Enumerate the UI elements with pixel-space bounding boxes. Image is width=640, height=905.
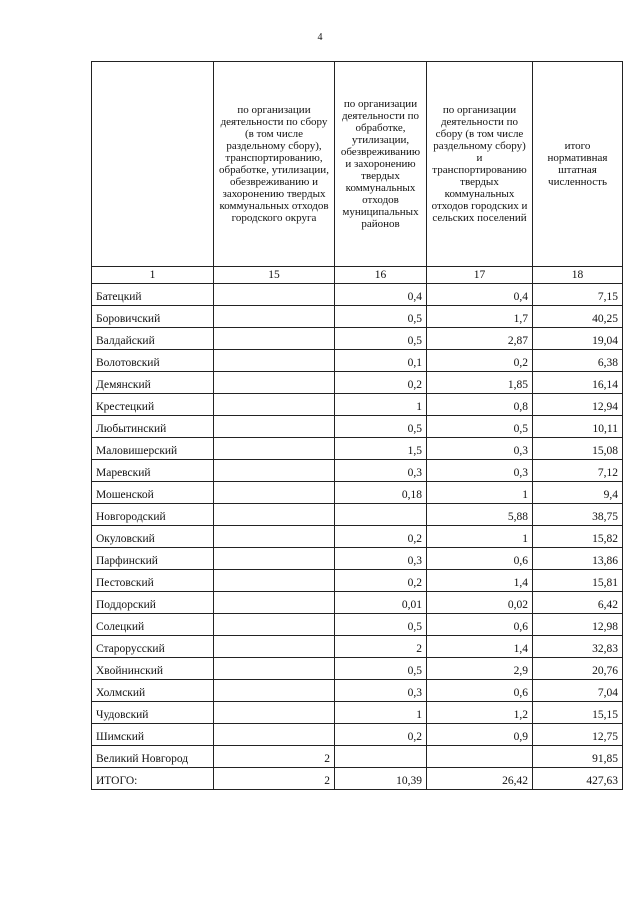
municipality-name: Новгородский (92, 504, 214, 526)
table-row (92, 438, 623, 460)
cell-col-17: 0,6 (427, 614, 533, 636)
cell-col-17: 1 (427, 526, 533, 548)
cell-col-18: 12,94 (533, 394, 623, 416)
table-row (92, 504, 623, 526)
total-row (92, 768, 623, 790)
cell-col-15 (214, 438, 335, 460)
cell-col-15 (214, 592, 335, 614)
table-row (92, 658, 623, 680)
cell-col-16: 0,18 (335, 482, 427, 504)
municipality-name: Шимский (92, 724, 214, 746)
cell-col-18: 12,75 (533, 724, 623, 746)
municipality-name: Чудовский (92, 702, 214, 724)
cell-col-17: 2,87 (427, 328, 533, 350)
cell-col-16 (335, 504, 427, 526)
cell-col-18: 13,86 (533, 548, 623, 570)
page-number: 4 (317, 32, 323, 43)
cell-col-16: 0,2 (335, 570, 427, 592)
cell-col-18: 38,75 (533, 504, 623, 526)
table-row (92, 328, 623, 350)
municipality-name: Любытинский (92, 416, 214, 438)
cell-col-18: 7,12 (533, 460, 623, 482)
column-number: 16 (335, 267, 427, 284)
header-row (92, 62, 623, 267)
total-col-18: 427,63 (533, 768, 623, 790)
cell-col-15 (214, 372, 335, 394)
cell-col-15 (214, 636, 335, 658)
header-municipality (92, 62, 214, 267)
cell-col-17: 1,4 (427, 570, 533, 592)
cell-col-18: 15,15 (533, 702, 623, 724)
municipality-name: Крестецкий (92, 394, 214, 416)
municipality-name: Валдайский (92, 328, 214, 350)
municipality-name: Мошенской (92, 482, 214, 504)
table-row (92, 592, 623, 614)
municipality-name: Хвойнинский (92, 658, 214, 680)
cell-col-17 (427, 746, 533, 768)
cell-col-16: 0,3 (335, 680, 427, 702)
municipality-name: Поддорский (92, 592, 214, 614)
cell-col-18: 10,11 (533, 416, 623, 438)
cell-col-17: 0,8 (427, 394, 533, 416)
cell-col-17: 1,4 (427, 636, 533, 658)
cell-col-16: 0,2 (335, 372, 427, 394)
cell-col-17: 0,02 (427, 592, 533, 614)
cell-col-18: 15,08 (533, 438, 623, 460)
cell-col-16: 0,5 (335, 328, 427, 350)
cell-col-18: 7,04 (533, 680, 623, 702)
cell-col-16: 1 (335, 394, 427, 416)
cell-col-15 (214, 614, 335, 636)
municipality-name: Пестовский (92, 570, 214, 592)
cell-col-15 (214, 680, 335, 702)
table-row (92, 570, 623, 592)
cell-col-16: 1 (335, 702, 427, 724)
cell-col-17: 1,2 (427, 702, 533, 724)
cell-col-15 (214, 284, 335, 306)
table-row (92, 636, 623, 658)
cell-col-15 (214, 482, 335, 504)
column-number: 1 (92, 267, 214, 284)
cell-col-15 (214, 504, 335, 526)
table-row (92, 372, 623, 394)
cell-col-15 (214, 702, 335, 724)
cell-col-17: 0,3 (427, 460, 533, 482)
cell-col-18: 40,25 (533, 306, 623, 328)
table-row (92, 746, 623, 768)
cell-col-15 (214, 306, 335, 328)
cell-col-15 (214, 570, 335, 592)
cell-col-18: 7,15 (533, 284, 623, 306)
cell-col-17: 1 (427, 482, 533, 504)
cell-col-17: 1,7 (427, 306, 533, 328)
municipality-name: Боровичский (92, 306, 214, 328)
cell-col-15: 2 (214, 746, 335, 768)
cell-col-16: 0,3 (335, 548, 427, 570)
table-row (92, 482, 623, 504)
cell-col-15 (214, 460, 335, 482)
cell-col-18: 6,38 (533, 350, 623, 372)
cell-col-18: 19,04 (533, 328, 623, 350)
cell-col-18: 12,98 (533, 614, 623, 636)
municipality-name: Старорусский (92, 636, 214, 658)
cell-col-18: 6,42 (533, 592, 623, 614)
cell-col-16: 0,5 (335, 306, 427, 328)
table-row (92, 548, 623, 570)
table-row (92, 460, 623, 482)
cell-col-18: 91,85 (533, 746, 623, 768)
table-row (92, 680, 623, 702)
municipality-name: Окуловский (92, 526, 214, 548)
municipality-name: Волотовский (92, 350, 214, 372)
cell-col-16: 0,3 (335, 460, 427, 482)
cell-col-17: 5,88 (427, 504, 533, 526)
cell-col-16: 0,2 (335, 526, 427, 548)
municipality-name: Солецкий (92, 614, 214, 636)
cell-col-16: 0,1 (335, 350, 427, 372)
header-col-16: по организации деятельности по обработке, утилизации, обезвреживанию и захоронению твердых коммунальных отходов муниципальных районов (335, 62, 427, 267)
municipality-name: Великий Новгород (92, 746, 214, 768)
column-number: 18 (533, 267, 623, 284)
staffing-table (91, 61, 623, 790)
cell-col-16: 0,5 (335, 658, 427, 680)
cell-col-16: 0,5 (335, 416, 427, 438)
cell-col-17: 0,5 (427, 416, 533, 438)
cell-col-15 (214, 328, 335, 350)
cell-col-15 (214, 658, 335, 680)
table-row (92, 702, 623, 724)
municipality-name: Холмский (92, 680, 214, 702)
cell-col-17: 0,6 (427, 548, 533, 570)
total-col-15: 2 (214, 768, 335, 790)
column-number: 17 (427, 267, 533, 284)
cell-col-16: 1,5 (335, 438, 427, 460)
cell-col-18: 16,14 (533, 372, 623, 394)
cell-col-17: 0,3 (427, 438, 533, 460)
cell-col-18: 20,76 (533, 658, 623, 680)
table-row (92, 416, 623, 438)
table-row (92, 724, 623, 746)
cell-col-15 (214, 350, 335, 372)
cell-col-16: 0,4 (335, 284, 427, 306)
table-row (92, 350, 623, 372)
cell-col-18: 9,4 (533, 482, 623, 504)
total-label: ИТОГО: (92, 768, 214, 790)
header-col-15: по организации деятельности по сбору (в том числе раздельному сбору), транспортированию, обработке, утилизации, обезвреживанию и захоронению твердых коммунальных отходов городского округа (214, 62, 335, 267)
column-number-row (92, 267, 623, 284)
municipality-name: Демянский (92, 372, 214, 394)
total-col-16: 10,39 (335, 768, 427, 790)
municipality-name: Батецкий (92, 284, 214, 306)
table-row (92, 614, 623, 636)
table-row (92, 394, 623, 416)
cell-col-17: 1,85 (427, 372, 533, 394)
municipality-name: Маревский (92, 460, 214, 482)
cell-col-15 (214, 526, 335, 548)
table-body (92, 284, 623, 768)
cell-col-16: 0,5 (335, 614, 427, 636)
table-row (92, 306, 623, 328)
cell-col-17: 0,6 (427, 680, 533, 702)
cell-col-16: 2 (335, 636, 427, 658)
cell-col-18: 15,82 (533, 526, 623, 548)
cell-col-17: 0,9 (427, 724, 533, 746)
cell-col-16: 0,01 (335, 592, 427, 614)
cell-col-18: 15,81 (533, 570, 623, 592)
cell-col-15 (214, 548, 335, 570)
total-col-17: 26,42 (427, 768, 533, 790)
municipality-name: Маловишерский (92, 438, 214, 460)
municipality-name: Парфинский (92, 548, 214, 570)
cell-col-15 (214, 416, 335, 438)
cell-col-18: 32,83 (533, 636, 623, 658)
table-row (92, 526, 623, 548)
cell-col-15 (214, 724, 335, 746)
header-col-18: итого нормативная штатная численность (533, 62, 623, 267)
cell-col-17: 2,9 (427, 658, 533, 680)
cell-col-17: 0,2 (427, 350, 533, 372)
cell-col-16 (335, 746, 427, 768)
cell-col-15 (214, 394, 335, 416)
table-row (92, 284, 623, 306)
column-number: 15 (214, 267, 335, 284)
header-col-17: по организации деятельности по сбору (в том числе раздельному сбору) и транспортированию твердых коммунальных отходов городских и сельских поселений (427, 62, 533, 267)
cell-col-16: 0,2 (335, 724, 427, 746)
cell-col-17: 0,4 (427, 284, 533, 306)
